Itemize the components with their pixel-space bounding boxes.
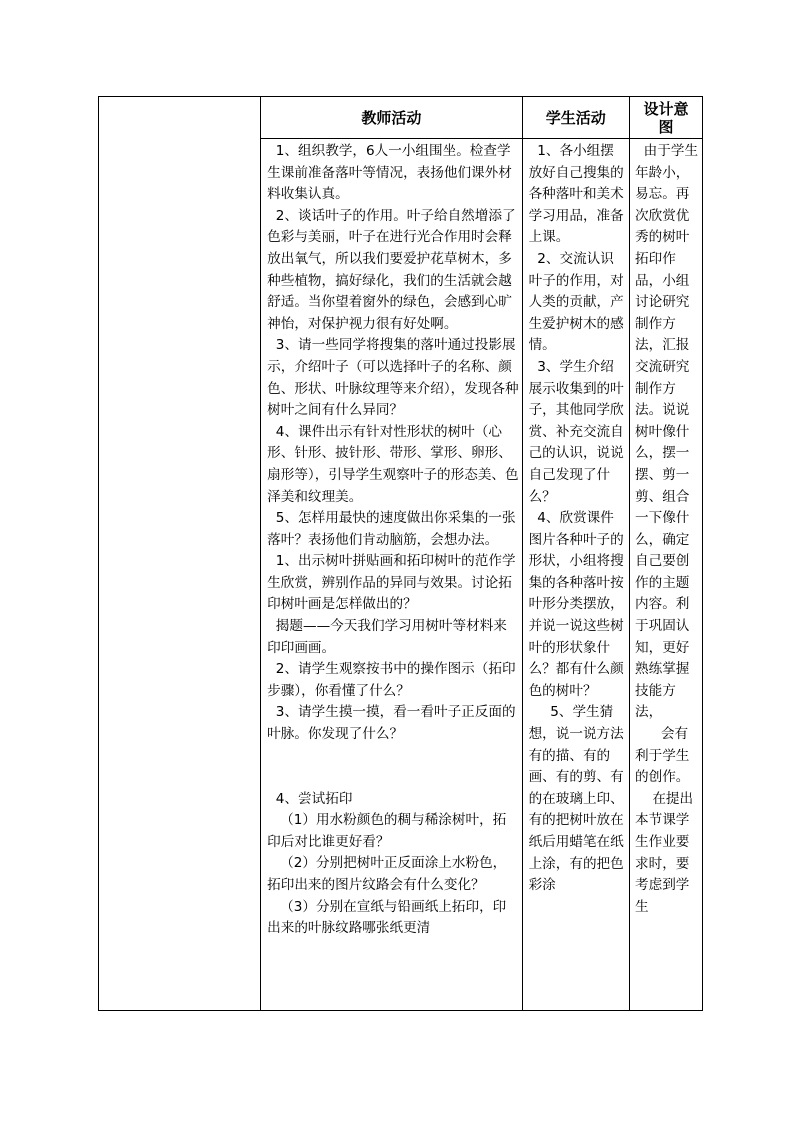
teacher-gap <box>267 746 519 789</box>
teacher-activity-header: 教师活动 <box>261 97 522 139</box>
design-intent-text: 由于学生年龄小，易忘。再次欣赏优秀的树叶拓印作品，小组讨论研究制作方法，汇报交流研究制作方法。说说树叶像什么，摆一摆、剪一剪、组合一下像什么，确定自己要创作的主题内容。利于巩固认知，更好熟练掌握技能方法， 会有利于学生的创作。 在提出本节课学生作业要求时，要考虑到学生 <box>635 143 699 915</box>
teacher-activity-text-2: 4、尝试拓印 （1）用水粉颜色的稠与稀涂树叶，拓印后对比谁更好看？ （2）分别把树叶正反面涂上水粉色，拓印出来的图片纹路会有什么变化？ （3）分别在宣纸与铅画纸上拓印，印出来的叶脉纹路哪张纸更清 <box>267 790 507 937</box>
design-intent-header: 设计意 图 <box>630 97 703 139</box>
left-blank-cell <box>99 97 261 1011</box>
student-activity-header: 学生活动 <box>522 97 629 139</box>
header-row <box>99 97 703 139</box>
teacher-activity-cell <box>261 139 522 1011</box>
design-intent-cell <box>630 139 703 1011</box>
lesson-plan-table <box>98 96 703 1011</box>
student-activity-cell <box>522 139 629 1011</box>
student-activity-text: 1、各小组摆放好自己搜集的各种落叶和美术学习用品，准备上课。 2、交流认识叶子的作用，对人类的贡献，产生爱护树木的感情。 3、学生介绍展示收集到的叶子，其他同学欣赏、补充交流自己的认识，说说自己发现了什么？ 4、欣赏课件图片各种叶子的形状，小组将搜集的各种落叶按叶形分类摆放，并说一说这些树叶的形状象什么？都有什么颜色的树叶？ 5、学生猜想，说一说方法 有的描、有的画、有的剪、有的在玻璃上印、有的把树叶放在纸后用蜡笔在纸上涂，有的把色彩涂 <box>528 143 624 894</box>
teacher-activity-text-1: 1、组织教学，6人一小组围坐。检查学生课前准备落叶等情况，表扬他们课外材料收集认真。 2、谈话叶子的作用。叶子给自然增添了色彩与美丽，叶子在进行光合作用时会释放出氧气，所以我们要爱护花草树木，多种些植物，搞好绿化，我们的生活就会越舒适。当你望着窗外的绿色，会感到心旷神怡，对保护视力很有好处啊。 3、请一些同学将搜集的落叶通过投影展示，介绍叶子（可以选择叶子的名称、颜色、形状、叶脉纹理等来介绍），发现各种树叶之间有什么异同？ 4、课件出示有针对性形状的树叶（心形、针形、披针形、带形、掌形、卵形、扇形等），引导学生观察叶子的形态美、色泽美和纹理美。 5、怎样用最快的速度做出你采集的一张落叶？表扬他们肯动脑筋，会想办法。 1、出示树叶拼贴画和拓印树叶的范作学生欣赏，辨别作品的异同与效果。讨论拓印树叶画是怎样做出的？ 揭题——今天我们学习用树叶等材料来印印画画。 2、请学生观察按书中的操作图示（拓印步骤），你看懂了什么？ 3、请学生摸一摸，看一看叶子正反面的叶脉。你发现了什么？ <box>267 143 519 743</box>
